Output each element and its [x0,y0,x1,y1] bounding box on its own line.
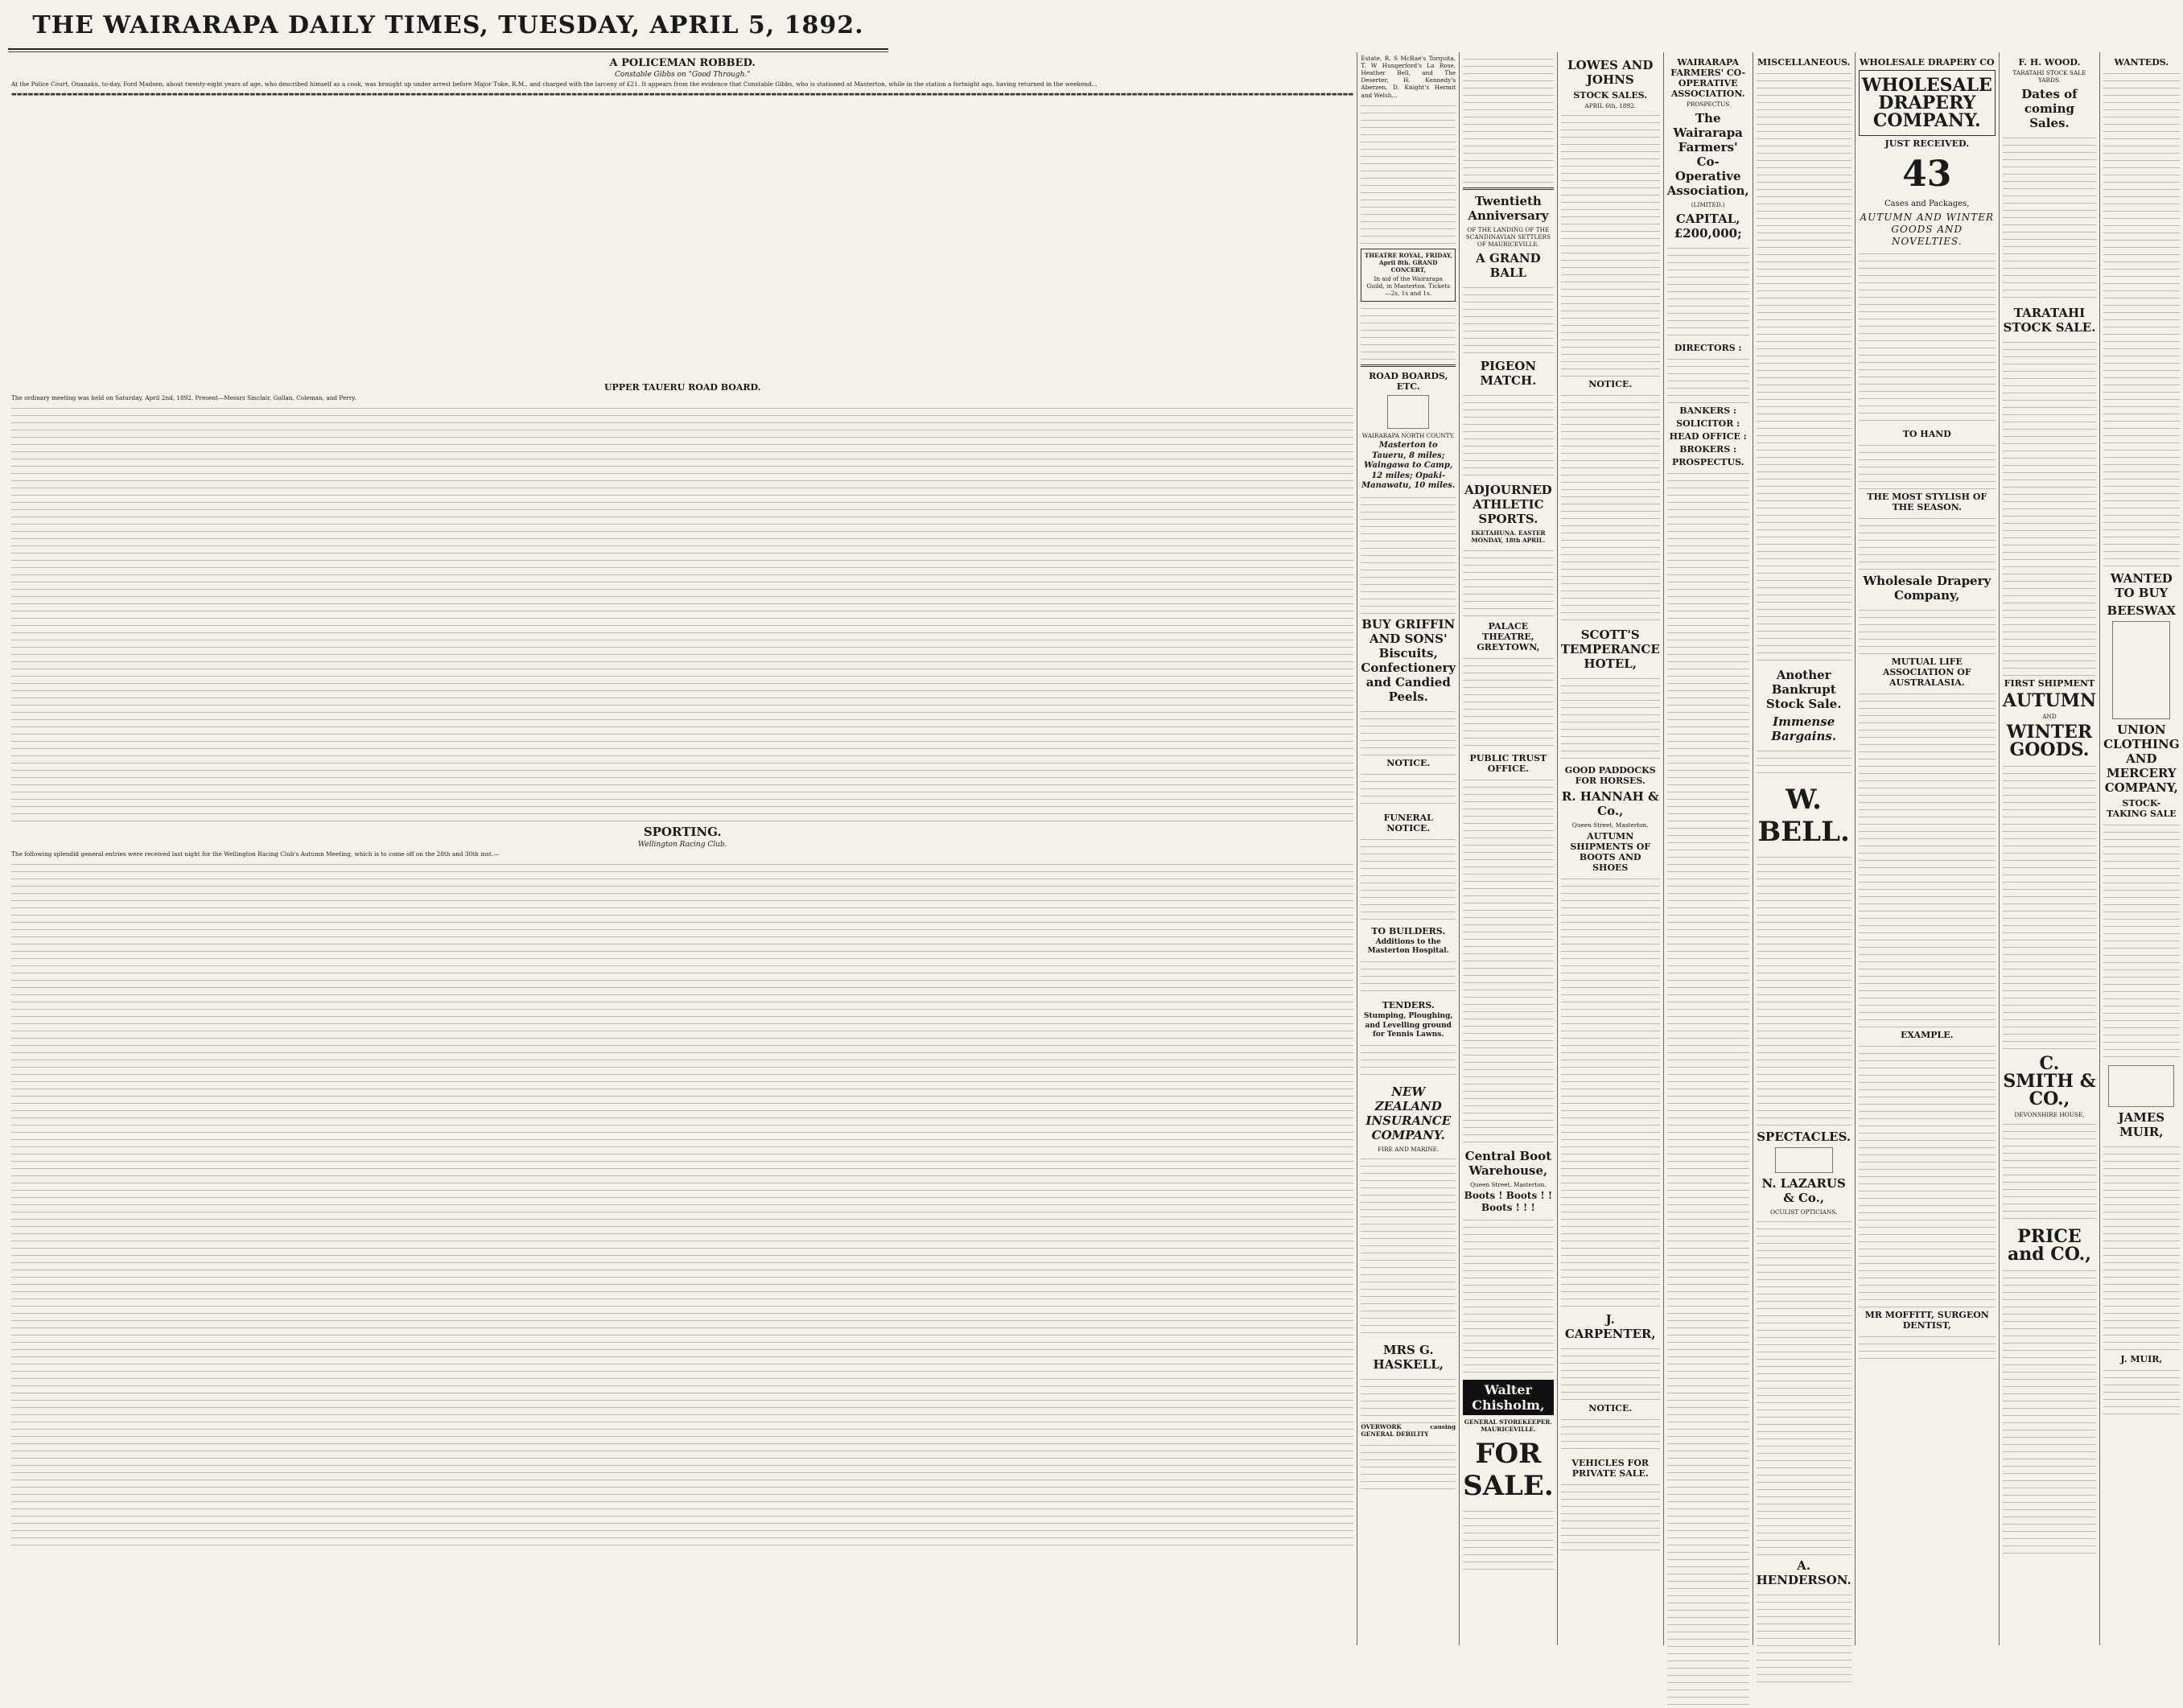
headline-lazarus: N. LAZARUS & Co., [1761,1176,1846,1205]
columns [8,51,2180,1645]
mutual-life: MUTUAL LIFE ASSOCIATION OF AUSTRALASIA. [1882,656,1971,688]
headline-capital: CAPITAL, £200,000; [1674,212,1742,241]
autumn: AUTUMN [2002,690,2097,712]
filler-text [1361,1154,1456,1340]
headline-builders: TO BUILDERS. [1371,925,1446,936]
theatre-ad-title: THEATRE ROYAL, FRIDAY, April 8th. GRAND CONCERT, [1364,251,1452,274]
filler-text [1463,654,1554,751]
wholesale-company-2: Wholesale Drapery Company, [1863,573,1991,603]
divider [1463,187,1554,190]
headline-boot-warehouse: Central Boot Warehouse, [1464,1148,1552,1178]
headline-bankrupt: Another Bankrupt Stock Sale. [1765,668,1842,711]
filler-text [1667,355,1749,403]
filler-text [1361,835,1456,924]
column-9 [2100,52,2182,1645]
athletic-sub: EKETAHUNA. EASTER MONDAY, 18th APRIL. [1471,529,1546,545]
filler-text [1757,853,1851,1126]
tender-routes: Masterton to Taueru, 8 miles; Waingawa to Camp, 12 miles; Opaki-Manawatu, 10 miles. [1361,441,1456,491]
builders-sub: Additions to the Masterton Hospital. [1367,937,1449,956]
column-1 [8,52,1357,1645]
filler-text: ▬▬▬▬▬▬▬▬▬▬▬▬▬▬▬▬▬▬▬▬▬▬▬▬▬▬▬▬▬▬▬▬▬▬▬▬▬▬▬▬▬▬▬▬▬▬▬▬▬▬▬▬▬▬▬▬▬▬▬▬▬▬▬▬▬▬▬▬▬▬▬▬▬▬▬▬▬▬▬▬▬▬▬▬▬▬▬▬▬▬▬▬▬▬▬▬▬▬▬▬▬▬▬▬▬▬▬▬▬▬▬▬▬▬▬▬▬▬▬▬▬▬▬▬▬▬▬▬▬▬▬▬▬▬▬▬▬▬▬▬▬▬▬▬▬▬▬▬▬▬▬▬▬▬▬▬▬▬▬▬▬▬▬▬▬▬▬▬▬▬▬▬▬▬▬▬▬▬▬▬▬▬▬▬▬▬▬▬▬▬▬▬▬▬▬▬▬▬▬▬▬▬▬▬▬▬▬▬▬▬▬▬▬▬▬▬▬▬▬▬▬▬▬▬▬▬▬▬▬▬▬▬▬▬▬▬▬▬▬▬▬▬ [11,90,1354,98]
wood-yards: TARATAHI STOCK SALE YARDS. [2012,69,2086,84]
filler-text [11,404,1353,822]
filler-text [1859,514,1996,570]
lowes-date: APRIL 6th, 1892. [1584,102,1636,109]
insurance-sub: FIRE AND MARINE. [1378,1146,1440,1154]
subhead-sporting: Wellington Racing Club. [637,841,727,850]
headline-farmers: WAIRARAPA FARMERS' CO-OPERATIVE ASSOCIATION. [1670,57,1746,99]
headline-public-trust: PUBLIC TRUST OFFICE. [1469,752,1547,774]
racing-entries: Estate, R. S McRae's Torquita, T. W Hungerford's La Rose, Heather Bell, and The Deserter, H. Kennedy's Aberzen, D. Knight's Hermit and Welsh... [1361,55,1456,99]
headline-athletic: ADJOURNED ATHLETIC SPORTS. [1464,483,1552,527]
price-co: PRICE and CO., [2007,1226,2091,1266]
road-board-sub: WAIRARAPA NORTH COUNTY. [1361,432,1455,440]
first-shipment: FIRST SHIPMENT [2004,678,2095,689]
filler-text [1561,674,1660,763]
crest-image [1387,395,1429,429]
lazarus-sub: OCULIST OPTICIANS. [1769,1208,1838,1216]
farmers-prospectus: PROSPECTUS [1687,101,1730,108]
boot-warehouse-sub: Queen Street, Masterton. [1470,1180,1547,1188]
moffitt: MR MOFFITT, SURGEON DENTIST, [1864,1309,1989,1331]
filler-text [1361,770,1456,810]
anniversary-sub: OF THE LANDING OF THE SCANDINAVIAN SETTLERS OF MAURICEVILLE. [1465,226,1551,249]
theatre-ad-text: In aid of the Wairarapa Guild, in Masterton. Tickets—2s, 1s and 1s. [1366,274,1451,298]
spectacles-image [1775,1147,1833,1173]
headline-wbell: W. BELL. [1757,784,1850,848]
filler-text [1859,1042,1996,1307]
filler-text [2003,338,2096,676]
headline-hannah: R. HANNAH & Co., [1561,789,1659,819]
filler-text [1561,1344,1660,1401]
filler-text [1757,1591,1851,1687]
filler-text [1859,1332,1996,1364]
filler-text [1667,469,1749,1708]
headline-pigeon: PIGEON MATCH. [1480,359,1537,389]
headline-vehicles: VEHICLES FOR PRIVATE SALE. [1571,1458,1650,1480]
headline-bankers: BANKERS : [1679,405,1737,417]
wood-name: F. H. WOOD. [2018,57,2081,68]
tenders-sub: Stumping, Ploughing, and Levelling ground for Tennis Lawns. [1364,1012,1453,1039]
filler-text [1561,111,1660,377]
filler-text [1463,55,1554,183]
taratahi-sale: TARATAHI STOCK SALE. [2003,306,2096,335]
autumn-winter: AUTUMN AND WINTER GOODS AND NOVELTIES. [1860,211,1994,247]
column-7 [1856,52,2000,1645]
subhead-policeman: Constable Gibbs on "Good Through." [615,71,751,79]
filler-text [2103,821,2179,1062]
article-sporting: The following splendid general entries were received last night for the Wellington Racing Club's Autumn Meeting, which is to come off on the 28th and 30th inst.— [11,850,500,858]
column-6 [1753,52,1856,1645]
cases-count: 43 [1902,154,1952,195]
filler-text [1463,776,1554,1146]
debility-ad: OVERWORK causing GENERAL DEBILITY [1361,1423,1456,1438]
cases-packages: Cases and Packages, [1884,200,1970,208]
devonshire: DEVONSHIRE HOUSE, [2014,1111,2085,1119]
divider [1361,364,1456,367]
headline-misc: MISCELLANEOUS. [1757,57,1851,68]
headline-insurance: NEW ZEALAND INSURANCE COMPANY. [1365,1084,1452,1143]
filler-text [2103,1366,2179,1414]
filler-text [2103,1142,2179,1352]
filler-text [1859,441,1996,489]
filler-text [1361,1441,1456,1489]
masthead: THE WAIRARAPA DAILY TIMES, TUESDAY, APRIL 5, 1892. [8,8,888,50]
article-policeman: At the Police Court, Onanaku, to-day, Ford Madsen, about twenty-eight years of age, who described himself as a cook, was brought up under arrest before Major Tuke, R.M., and charged with the larceny of £21. It appears from the evidence that Constable Gibbs, who is stationed at Masterton, while in the station a fortnight ago, having returned in the weekend... [11,80,1098,88]
filler-text [11,860,1353,1552]
boots-line: Boots ! Boots ! ! Boots ! ! ! [1464,1189,1553,1213]
headline-sporting: SPORTING. [643,825,722,840]
filler-text [1361,304,1456,360]
most-stylish: THE MOST STYLISH OF THE SEASON. [1867,491,1987,512]
headline-scotts: SCOTT'S TEMPERANCE HOTEL, [1560,628,1660,672]
filler-text [1361,1041,1456,1081]
headline-funeral: FUNERAL NOTICE. [1383,812,1433,833]
james-muir: JAMES MUIR, [2118,1110,2165,1139]
headline-head-office: HEAD OFFICE : [1669,431,1747,442]
hannah-sub: Queen Street, Masterton. [1571,821,1649,829]
headline-policeman: A POLICEMAN ROBBED. [609,57,756,69]
filler-text [1361,1375,1456,1423]
headline-lowes: LOWES AND JOHNS [1567,58,1654,87]
filler-text [1859,249,1996,426]
coach-image [2108,1065,2174,1107]
c-smith: C. SMITH & CO., [2003,1053,2096,1110]
filler-text [1561,391,1660,624]
j-muir: J. MUIR, [2120,1354,2163,1364]
headline-road-board: UPPER TAUERU ROAD BOARD. [603,382,761,393]
column-4 [1558,52,1664,1645]
headline-boots-shoes: AUTUMN SHIPMENTS OF BOOTS AND SHOES [1570,831,1651,874]
headline-spectacles: SPECTACLES. [1757,1130,1851,1144]
filler-text [1859,606,1996,654]
lowes-sub: STOCK SALES. [1573,90,1648,101]
wanteds: WANTEDS. [2114,57,2169,68]
for-sale-heading: FOR SALE. [1463,1437,1554,1502]
wanted-to-buy: WANTED TO BUY [2110,571,2173,600]
union-clothing: UNION CLOTHING AND MERCERY COMPANY, [2103,722,2180,795]
filler-text [1463,1216,1554,1377]
filler-text [2103,69,2179,568]
headline-prospectus: PROSPECTUS. [1671,457,1744,468]
theatre-ad [1361,249,1456,303]
filler-text [2003,1266,2096,1556]
filler-text [1667,244,1749,340]
headline-notice-4b: NOTICE. [1588,1403,1633,1414]
filler-text [1361,493,1456,614]
beeswax: BEESWAX [2107,603,2177,618]
headline-paddocks: GOOD PADDOCKS FOR HORSES. [1564,765,1656,787]
filler-text [1463,1507,1554,1571]
headline-directors: DIRECTORS : [1674,343,1742,354]
headline-bargains: Immense Bargains. [1771,714,1837,743]
headline-haskell: MRS G. HASKELL, [1373,1343,1444,1373]
column-3 [1460,52,1558,1645]
chisholm-bar: Walter Chisholm, [1463,1380,1554,1415]
headline-road-boards: ROAD BOARDS, ETC. [1369,371,1448,393]
article-road-board: The ordinary meeting was held on Saturday, April 2nd, 1892. Present—Messrs Sinclair, Gollan, Coleman, and Perry. [11,394,356,402]
filler-text [1757,1217,1851,1555]
filler-text [1757,747,1851,779]
headline-palace: PALACE THEATRE, GREYTOWN, [1477,620,1540,652]
headline-solicitor: SOLICITOR : [1676,418,1740,430]
headline-wholesale: WHOLESALE DRAPERY COMPANY. [1861,75,1992,131]
column-8 [2000,52,2100,1645]
chisholm-sub: GENERAL STOREKEEPER. MAURICEVILLE. [1464,1418,1552,1433]
filler-text [1859,689,1996,1027]
column-5 [1664,52,1753,1645]
stocktaking-sale: STOCK-TAKING SALE [2106,798,2177,819]
filler-text [1361,707,1456,755]
headline-carpenter: J. CARPENTER, [1564,1312,1656,1342]
griffin-ad: BUY GRIFFIN AND SONS' Biscuits, Confectionery and Candied Peels. [1361,616,1456,704]
filler-text [1561,1480,1660,1553]
filler-text [1561,1415,1660,1455]
dates-coming-sales: Dates of coming Sales. [2021,87,2078,131]
headline-henderson: A. HENDERSON. [1756,1558,1851,1588]
example: EXAMPLE. [1901,1029,1954,1040]
filler-text [2003,762,2096,1052]
and: AND [2042,713,2057,721]
filler-text [2003,134,2096,303]
filler-text [1361,101,1456,246]
headline-ball: A GRAND BALL [1476,251,1541,281]
headline-notice: NOTICE. [1386,757,1431,768]
headline-tenders: TENDERS. [1382,1000,1435,1011]
headline-wholesale-small: WHOLESALE DRAPERY CO [1859,57,1995,68]
filler-text [1463,283,1554,356]
filler-text [1463,391,1554,479]
filler-text [2003,1120,2096,1224]
filler-text [1463,546,1554,619]
to-hand: TO HAND [1902,428,1951,439]
filler-text [1361,957,1456,998]
figure-image [2112,621,2170,719]
column-2 [1357,52,1460,1645]
wholesale-box [1859,70,1996,136]
filler-text [1757,69,1851,665]
headline-notice-4: NOTICE. [1588,379,1633,390]
headline-anniversary: Twentieth Anniversary [1468,194,1549,223]
winter-goods: WINTER GOODS. [2006,722,2093,761]
filler-text [1561,875,1660,1309]
headline-cooperative: The Wairarapa Farmers' Co-Operative Association, [1666,111,1749,199]
cooperative-limited: (LIMITED.) [1691,201,1725,209]
just-received: JUST RECEIVED. [1884,138,1969,149]
headline-brokers: BROKERS : [1679,444,1737,455]
